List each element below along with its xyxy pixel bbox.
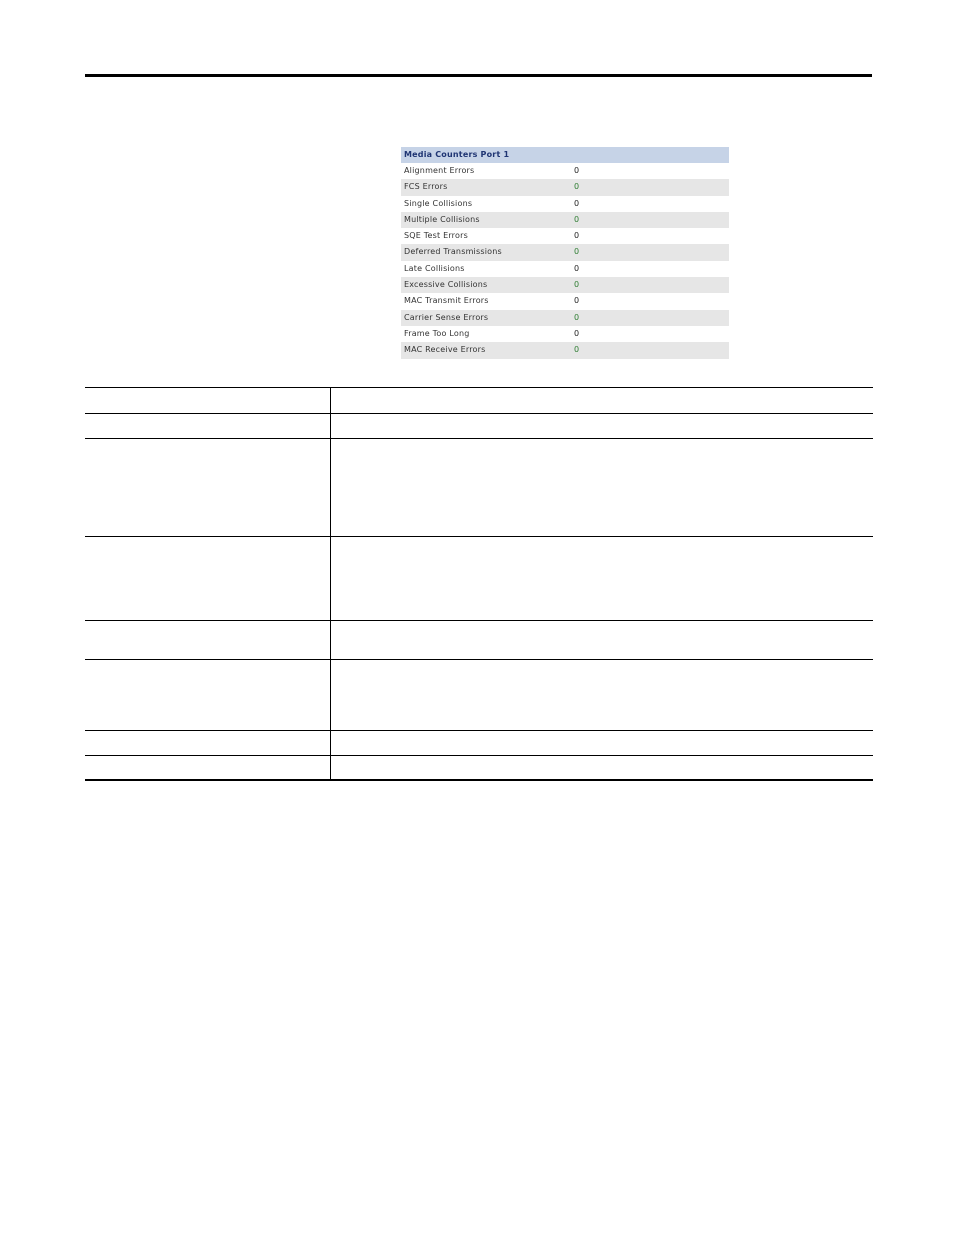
description-table	[85, 387, 873, 781]
media-counters-panel	[401, 147, 729, 359]
table-row	[85, 730, 873, 755]
counter-row	[401, 310, 729, 326]
table-row	[85, 620, 873, 659]
counter-row	[401, 277, 729, 293]
counter-label: MAC Receive Errors	[404, 345, 486, 355]
counter-row	[401, 342, 729, 358]
counter-label: Deferred Transmissions	[404, 247, 502, 257]
counter-row	[401, 244, 729, 260]
counter-value: 0	[574, 214, 580, 224]
counter-label: Alignment Errors	[404, 166, 475, 175]
counter-row	[401, 261, 729, 277]
counter-label: Frame Too Long	[404, 328, 470, 338]
counter-label: Carrier Sense Errors	[404, 312, 489, 322]
table-row	[85, 413, 873, 438]
counter-value: 0	[574, 247, 580, 257]
counter-value: 0	[574, 345, 580, 355]
counter-value: 0	[574, 263, 580, 273]
counter-label: Late Collisions	[404, 263, 465, 273]
table-row	[85, 438, 873, 536]
counter-row	[401, 212, 729, 228]
column-divider	[330, 660, 331, 730]
counter-row	[401, 228, 729, 244]
counter-label: FCS Errors	[404, 182, 448, 192]
counter-row	[401, 293, 729, 309]
counter-value: 0	[574, 231, 580, 241]
counter-row	[401, 326, 729, 342]
table-row	[85, 387, 873, 413]
table-row	[85, 536, 873, 620]
counter-value: 0	[574, 198, 580, 208]
column-divider	[330, 731, 331, 755]
counter-value: 0	[574, 182, 580, 192]
column-divider	[330, 537, 331, 620]
column-divider	[330, 756, 331, 779]
counter-value: 0	[574, 312, 580, 322]
table-row	[85, 755, 873, 781]
table-row	[85, 659, 873, 730]
counter-label: Multiple Collisions	[404, 214, 480, 224]
counter-label: Excessive Collisions	[404, 280, 488, 290]
top-rule	[85, 74, 872, 77]
counter-value: 0	[574, 328, 580, 338]
column-divider	[330, 388, 331, 413]
counter-label: Single Collisions	[404, 198, 473, 208]
counter-value: 0	[574, 280, 580, 290]
column-divider	[330, 414, 331, 438]
counter-label: MAC Transmit Errors	[404, 296, 489, 306]
column-divider	[330, 439, 331, 536]
counter-value: 0	[574, 166, 580, 175]
counter-row	[401, 196, 729, 212]
counter-value: 0	[574, 296, 580, 306]
counter-row	[401, 163, 729, 179]
counter-row	[401, 179, 729, 195]
counter-label: SQE Test Errors	[404, 231, 468, 241]
panel-title: Media Counters Port 1	[401, 147, 729, 163]
column-divider	[330, 621, 331, 659]
